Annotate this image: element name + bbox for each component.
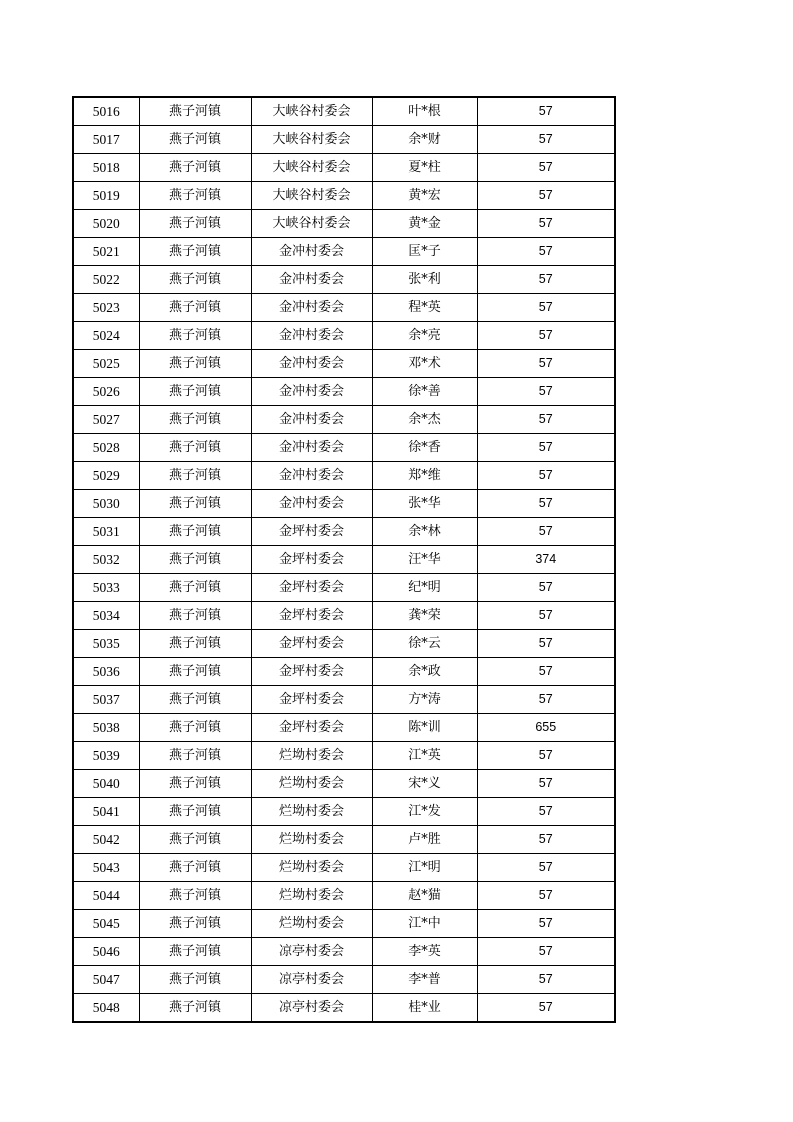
town-cell: 燕子河镇 — [139, 322, 251, 350]
table-row — [73, 742, 615, 770]
name-cell: 黄*金 — [372, 210, 477, 238]
town-cell: 燕子河镇 — [139, 154, 251, 182]
row-number-cell: 5020 — [73, 210, 139, 238]
town-cell: 燕子河镇 — [139, 126, 251, 154]
name-cell: 余*政 — [372, 658, 477, 686]
row-number-cell: 5043 — [73, 854, 139, 882]
village-committee-cell: 凉亭村委会 — [251, 966, 372, 994]
name-cell: 江*发 — [372, 798, 477, 826]
village-committee-cell: 金冲村委会 — [251, 350, 372, 378]
village-committee-cell: 金冲村委会 — [251, 322, 372, 350]
town-cell: 燕子河镇 — [139, 210, 251, 238]
table-row — [73, 518, 615, 546]
town-cell: 燕子河镇 — [139, 658, 251, 686]
row-number-cell: 5047 — [73, 966, 139, 994]
table-row — [73, 238, 615, 266]
town-cell: 燕子河镇 — [139, 350, 251, 378]
name-cell: 余*杰 — [372, 406, 477, 434]
amount-cell: 57 — [477, 882, 615, 910]
row-number-cell: 5037 — [73, 686, 139, 714]
town-cell: 燕子河镇 — [139, 686, 251, 714]
name-cell: 赵*猫 — [372, 882, 477, 910]
amount-cell: 57 — [477, 602, 615, 630]
amount-cell: 57 — [477, 238, 615, 266]
name-cell: 方*涛 — [372, 686, 477, 714]
amount-cell: 57 — [477, 518, 615, 546]
name-cell: 匡*子 — [372, 238, 477, 266]
name-cell: 卢*胜 — [372, 826, 477, 854]
row-number-cell: 5039 — [73, 742, 139, 770]
row-number-cell: 5045 — [73, 910, 139, 938]
row-number-cell: 5040 — [73, 770, 139, 798]
amount-cell: 57 — [477, 490, 615, 518]
town-cell: 燕子河镇 — [139, 434, 251, 462]
table-row — [73, 462, 615, 490]
table-row — [73, 574, 615, 602]
table-row — [73, 798, 615, 826]
amount-cell: 57 — [477, 266, 615, 294]
village-committee-cell: 金坪村委会 — [251, 630, 372, 658]
table-row — [73, 182, 615, 210]
town-cell: 燕子河镇 — [139, 294, 251, 322]
village-committee-cell: 金冲村委会 — [251, 378, 372, 406]
village-committee-cell: 金冲村委会 — [251, 434, 372, 462]
town-cell: 燕子河镇 — [139, 630, 251, 658]
name-cell: 徐*香 — [372, 434, 477, 462]
amount-cell: 57 — [477, 434, 615, 462]
row-number-cell: 5024 — [73, 322, 139, 350]
name-cell: 余*林 — [372, 518, 477, 546]
town-cell: 燕子河镇 — [139, 574, 251, 602]
amount-cell: 57 — [477, 658, 615, 686]
table-row — [73, 97, 615, 126]
amount-cell: 57 — [477, 994, 615, 1023]
table-row — [73, 350, 615, 378]
table-row — [73, 658, 615, 686]
amount-cell: 57 — [477, 826, 615, 854]
row-number-cell: 5025 — [73, 350, 139, 378]
village-committee-cell: 大峡谷村委会 — [251, 154, 372, 182]
town-cell: 燕子河镇 — [139, 182, 251, 210]
village-committee-cell: 金冲村委会 — [251, 406, 372, 434]
amount-cell: 57 — [477, 126, 615, 154]
town-cell: 燕子河镇 — [139, 97, 251, 126]
village-committee-cell: 金坪村委会 — [251, 686, 372, 714]
village-committee-cell: 大峡谷村委会 — [251, 210, 372, 238]
town-cell: 燕子河镇 — [139, 406, 251, 434]
amount-cell: 57 — [477, 686, 615, 714]
amount-cell: 57 — [477, 322, 615, 350]
town-cell: 燕子河镇 — [139, 602, 251, 630]
village-committee-cell: 金坪村委会 — [251, 658, 372, 686]
table-row — [73, 966, 615, 994]
name-cell: 龚*荣 — [372, 602, 477, 630]
amount-cell: 57 — [477, 182, 615, 210]
amount-cell: 57 — [477, 910, 615, 938]
table-row — [73, 910, 615, 938]
town-cell: 燕子河镇 — [139, 490, 251, 518]
town-cell: 燕子河镇 — [139, 546, 251, 574]
town-cell: 燕子河镇 — [139, 266, 251, 294]
town-cell: 燕子河镇 — [139, 966, 251, 994]
table-row — [73, 266, 615, 294]
name-cell: 程*英 — [372, 294, 477, 322]
name-cell: 余*财 — [372, 126, 477, 154]
table-row — [73, 378, 615, 406]
town-cell: 燕子河镇 — [139, 770, 251, 798]
amount-cell: 57 — [477, 938, 615, 966]
town-cell: 燕子河镇 — [139, 798, 251, 826]
row-number-cell: 5048 — [73, 994, 139, 1023]
name-cell: 汪*华 — [372, 546, 477, 574]
row-number-cell: 5031 — [73, 518, 139, 546]
town-cell: 燕子河镇 — [139, 742, 251, 770]
table-row — [73, 630, 615, 658]
amount-cell: 57 — [477, 966, 615, 994]
row-number-cell: 5022 — [73, 266, 139, 294]
name-cell: 江*中 — [372, 910, 477, 938]
amount-cell: 57 — [477, 630, 615, 658]
table-row — [73, 210, 615, 238]
row-number-cell: 5027 — [73, 406, 139, 434]
village-committee-cell: 金冲村委会 — [251, 266, 372, 294]
row-number-cell: 5016 — [73, 97, 139, 126]
table-row — [73, 938, 615, 966]
village-committee-cell: 烂坳村委会 — [251, 910, 372, 938]
amount-cell: 57 — [477, 154, 615, 182]
table-row — [73, 602, 615, 630]
row-number-cell: 5033 — [73, 574, 139, 602]
row-number-cell: 5034 — [73, 602, 139, 630]
amount-cell: 57 — [477, 406, 615, 434]
name-cell: 邓*术 — [372, 350, 477, 378]
town-cell: 燕子河镇 — [139, 826, 251, 854]
table-row — [73, 714, 615, 742]
amount-cell: 57 — [477, 350, 615, 378]
village-committee-cell: 烂坳村委会 — [251, 770, 372, 798]
table-row — [73, 490, 615, 518]
amount-cell: 57 — [477, 798, 615, 826]
table-row — [73, 882, 615, 910]
village-committee-cell: 烂坳村委会 — [251, 742, 372, 770]
name-cell: 黄*宏 — [372, 182, 477, 210]
town-cell: 燕子河镇 — [139, 518, 251, 546]
village-committee-cell: 金冲村委会 — [251, 462, 372, 490]
name-cell: 余*亮 — [372, 322, 477, 350]
amount-cell: 57 — [477, 462, 615, 490]
row-number-cell: 5035 — [73, 630, 139, 658]
name-cell: 郑*维 — [372, 462, 477, 490]
table-row — [73, 126, 615, 154]
row-number-cell: 5023 — [73, 294, 139, 322]
amount-cell: 57 — [477, 378, 615, 406]
village-committee-cell: 金坪村委会 — [251, 518, 372, 546]
table-row — [73, 994, 615, 1023]
row-number-cell: 5029 — [73, 462, 139, 490]
table-row — [73, 770, 615, 798]
town-cell: 燕子河镇 — [139, 462, 251, 490]
town-cell: 燕子河镇 — [139, 854, 251, 882]
village-committee-cell: 烂坳村委会 — [251, 798, 372, 826]
name-cell: 夏*柱 — [372, 154, 477, 182]
name-cell: 江*英 — [372, 742, 477, 770]
row-number-cell: 5044 — [73, 882, 139, 910]
table-row — [73, 854, 615, 882]
village-committee-cell: 烂坳村委会 — [251, 854, 372, 882]
village-committee-cell: 大峡谷村委会 — [251, 126, 372, 154]
village-committee-cell: 凉亭村委会 — [251, 994, 372, 1023]
town-cell: 燕子河镇 — [139, 238, 251, 266]
row-number-cell: 5036 — [73, 658, 139, 686]
amount-cell: 57 — [477, 294, 615, 322]
town-cell: 燕子河镇 — [139, 938, 251, 966]
town-cell: 燕子河镇 — [139, 994, 251, 1023]
table-row — [73, 154, 615, 182]
village-committee-cell: 金坪村委会 — [251, 574, 372, 602]
town-cell: 燕子河镇 — [139, 910, 251, 938]
amount-cell: 57 — [477, 770, 615, 798]
name-cell: 桂*业 — [372, 994, 477, 1023]
row-number-cell: 5018 — [73, 154, 139, 182]
records-table — [72, 96, 616, 1023]
village-committee-cell: 金坪村委会 — [251, 546, 372, 574]
village-committee-cell: 烂坳村委会 — [251, 826, 372, 854]
table-row — [73, 294, 615, 322]
village-committee-cell: 金坪村委会 — [251, 714, 372, 742]
table-row — [73, 322, 615, 350]
name-cell: 江*明 — [372, 854, 477, 882]
village-committee-cell: 金冲村委会 — [251, 490, 372, 518]
name-cell: 李*英 — [372, 938, 477, 966]
row-number-cell: 5019 — [73, 182, 139, 210]
table-row — [73, 826, 615, 854]
row-number-cell: 5038 — [73, 714, 139, 742]
name-cell: 徐*云 — [372, 630, 477, 658]
table-row — [73, 546, 615, 574]
name-cell: 叶*根 — [372, 97, 477, 126]
village-committee-cell: 大峡谷村委会 — [251, 182, 372, 210]
name-cell: 宋*义 — [372, 770, 477, 798]
amount-cell: 57 — [477, 97, 615, 126]
amount-cell: 57 — [477, 854, 615, 882]
records-table-body — [73, 97, 615, 1022]
amount-cell: 57 — [477, 210, 615, 238]
amount-cell: 57 — [477, 574, 615, 602]
table-row — [73, 686, 615, 714]
amount-cell: 374 — [477, 546, 615, 574]
row-number-cell: 5030 — [73, 490, 139, 518]
row-number-cell: 5026 — [73, 378, 139, 406]
village-committee-cell: 金冲村委会 — [251, 238, 372, 266]
row-number-cell: 5042 — [73, 826, 139, 854]
row-number-cell: 5032 — [73, 546, 139, 574]
town-cell: 燕子河镇 — [139, 714, 251, 742]
name-cell: 徐*善 — [372, 378, 477, 406]
row-number-cell: 5041 — [73, 798, 139, 826]
town-cell: 燕子河镇 — [139, 378, 251, 406]
village-committee-cell: 烂坳村委会 — [251, 882, 372, 910]
amount-cell: 57 — [477, 742, 615, 770]
name-cell: 张*华 — [372, 490, 477, 518]
table-row — [73, 434, 615, 462]
village-committee-cell: 金坪村委会 — [251, 602, 372, 630]
table-row — [73, 406, 615, 434]
town-cell: 燕子河镇 — [139, 882, 251, 910]
amount-cell: 655 — [477, 714, 615, 742]
village-committee-cell: 金冲村委会 — [251, 294, 372, 322]
village-committee-cell: 凉亭村委会 — [251, 938, 372, 966]
row-number-cell: 5028 — [73, 434, 139, 462]
name-cell: 陈*训 — [372, 714, 477, 742]
row-number-cell: 5017 — [73, 126, 139, 154]
name-cell: 李*普 — [372, 966, 477, 994]
village-committee-cell: 大峡谷村委会 — [251, 97, 372, 126]
name-cell: 张*利 — [372, 266, 477, 294]
row-number-cell: 5046 — [73, 938, 139, 966]
name-cell: 纪*明 — [372, 574, 477, 602]
row-number-cell: 5021 — [73, 238, 139, 266]
